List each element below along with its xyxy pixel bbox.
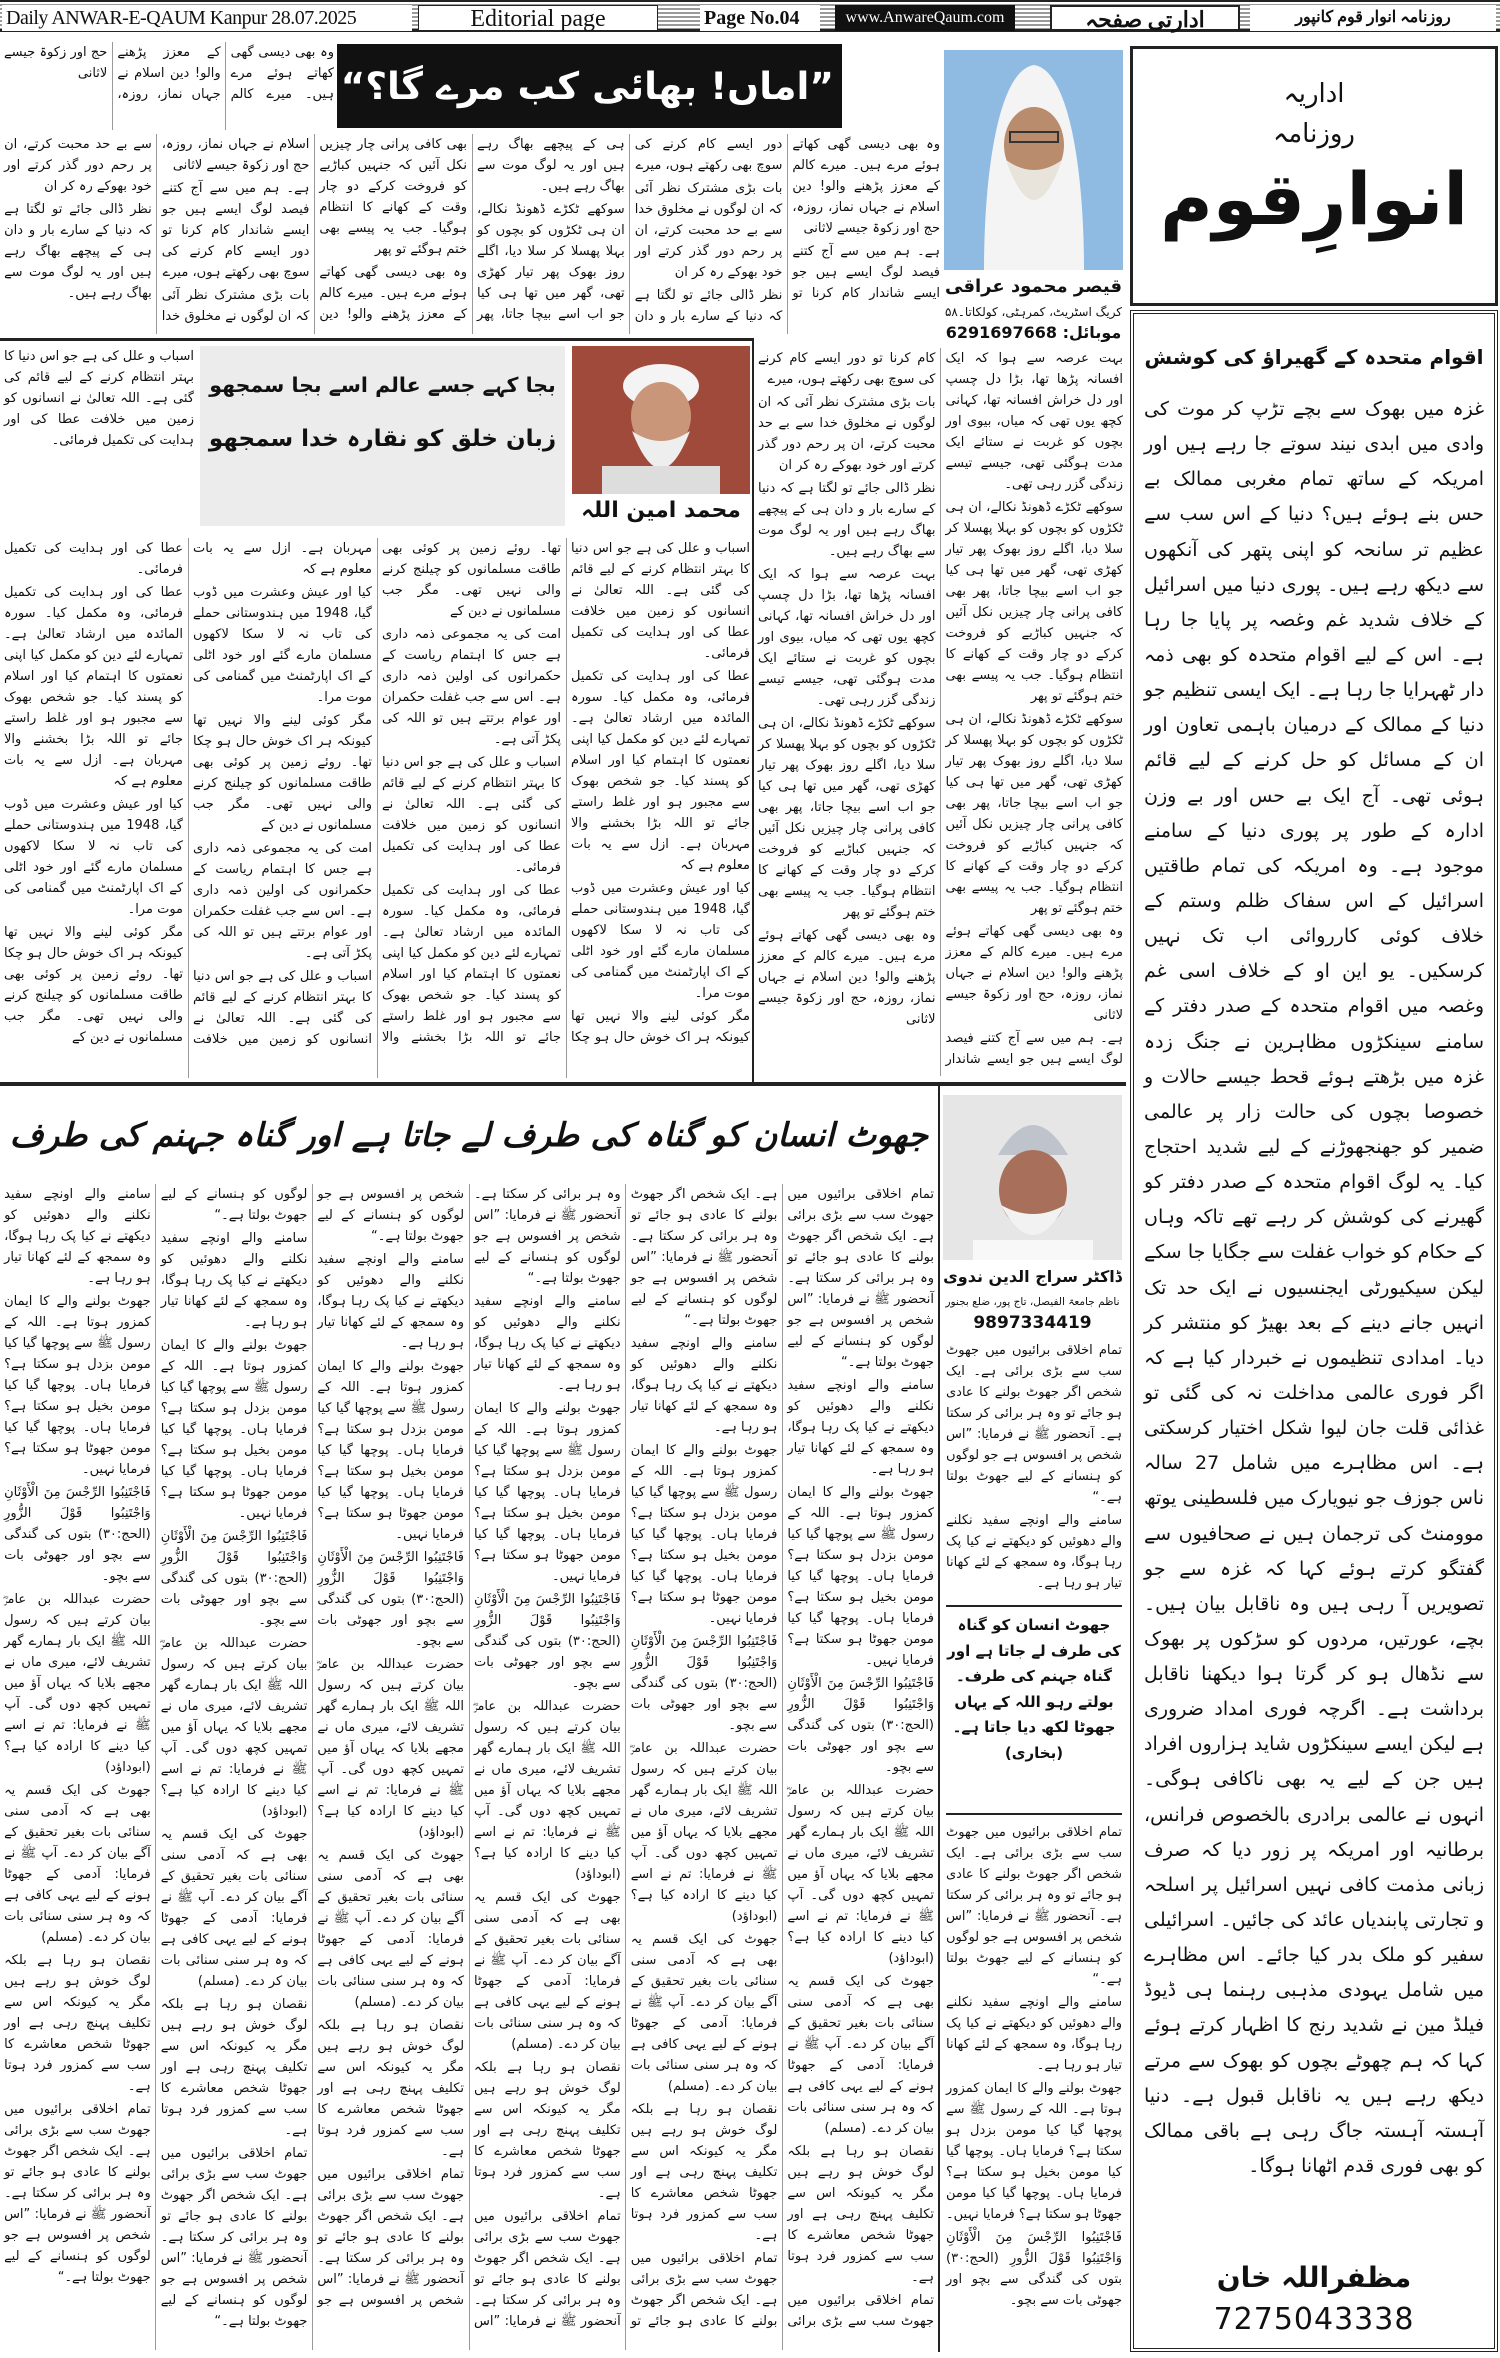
paragraph: ہے۔ ہم میں سے آج کتنے فیصد لوگ ایسے ہیں جو ایسے شاندار کام کرنا تو دور ایسے کام کرنے کی سوچ بھی رکھتے ہوں، میرے: [161, 181, 310, 280]
paragraph: کیا اور عیش وعشرت میں ڈوب گیا، 1948 میں ہندوستانی حملے کی تاب نہ لا سکا لاکھوں مسلمان مارے گئے اور خود اٹلی کے اک اپارٹمنٹ میں گمنامی کی موت مرا۔: [571, 881, 750, 1001]
paragraph: جھوٹ کی ایک قسم یہ بھی ہے کہ آدمی سنی سنائی بات بغیر تحقیق کے آگے بیان کر دے۔ آپ ﷺ نے فرمایا: آدمی کے جھوٹا ہونے کے لیے یہی کافی ہے کہ وہ ہر سنی سنائی بات بیان کر دے۔ (مسلم): [630, 1932, 778, 2094]
article2-body: [4, 538, 750, 1078]
website-link[interactable]: www.AnwareQaum.com: [835, 5, 1015, 31]
paragraph: تمام اخلاقی برائیوں میں جھوٹ سب سے بڑی برائی ہے۔ ایک شخص اگر جھوٹ بولنے کا عادی ہو جائے تو وہ ہر برائی کر سکتا ہے۔ آنحضور ﷺ نے فرمایا: ”اس شخص پر افسوس ہے جو لوگوں کو ہنسانے کے لیے جھوٹ بولتا ہے۔“: [474, 1187, 778, 2329]
paragraph: وہ بھی دیسی گھی کھاتے ہوئے مرے ہیں۔ میرے کالم کے معزز پڑھنے والو! دین اسلام نے جہاں نماز، روزہ، حج اور زکوۃ جیسے لاثانی: [758, 928, 936, 1027]
paragraph: اسباب و علل کی ہے جو اس دنیا کا بہتر انتظام کرنے کے لیے قائم کی گئی ہے۔ اللہ تعالیٰ نے انسانوں کو زمین میں خلافت عطا کی اور ہدایت کی تکمیل فرمائی۔: [4, 541, 372, 1047]
paragraph: نظر ڈالی جائے تو لگتا ہے کہ دنیا کے سارے بار و دان ہی کے پیچھے بھاگ رہے ہیں اور یہ لوگ موت سے بھاگ رہے ہیں۔: [758, 481, 936, 559]
paragraph: جھوٹ بولنے والے کا ایمان کمزور ہوتا ہے۔ اللہ کے رسول ﷺ سے پوچھا گیا کیا مومن بزدل ہو سکتا ہے؟ فرمایا ہاں۔ پوچھا گیا کیا مومن بخیل ہو سکتا ہے؟ فرمایا ہاں۔ پوچھا گیا کیا مومن جھوٹا ہو سکتا ہے؟ فرمایا نہیں۔: [4, 1294, 151, 1477]
author-phone: 9897334419: [973, 1313, 1092, 1333]
paragraph: ہے۔ ہم میں سے آج کتنے فیصد لوگ ایسے ہیں جو ایسے شاندار کام کرنا تو دور ایسے کام کرنے کی سوچ بھی رکھتے ہوں، میرے: [634, 137, 940, 301]
author-name: ڈاکٹر سراج الدین ندوی: [943, 1267, 1122, 1286]
paragraph: بہت عرصہ سے ہوا کہ ایک افسانہ پڑھا تھا، بڑا دل چسپ اور دل خراش افسانہ تھا، کہانی کچھ یوں تھی کہ میاں، بیوی اور بچوں کو غربت نے ستائے ایک مدت ہوگئی تھی، جیسے تیسے زندگی گزر رہی تھی۔: [945, 351, 1123, 492]
paragraph: تمام اخلاقی برائیوں میں جھوٹ سب سے بڑی برائی ہے۔ ایک شخص اگر جھوٹ بولنے کا عادی ہو جائے تو وہ ہر برائی کر سکتا ہے۔ آنحضور ﷺ نے فرمایا: ”اس شخص پر افسوس ہے جو لوگوں کو ہنسانے کے لیے جھوٹ بولتا ہے۔“: [630, 1187, 934, 2329]
paragraph: بات بڑی مشترک نظر آئی کہ ان لوگوں نے مخلوق خدا سے بے حد محبت کرتے، ان پر رحم دور گذر کرتے اور خود بھوکے رہ کر ان: [4, 137, 310, 324]
paragraph: فَاجْتَنِبُوا الرِّجْسَ مِنَ الْأَوْثَانِ وَاجْتَنِبُوا قَوْلَ الزُّورِ (الحج:۳۰) بتوں کی گندگی سے بچو اور جھوٹی بات سے بچو۔: [4, 1485, 151, 1584]
paragraph: وہ بھی دیسی گھی کھاتے ہوئے مرے ہیں۔ میرے کالم کے معزز پڑھنے والو! دین اسلام نے جہاں نماز، روزہ، حج اور زکوۃ جیسے لاثانی: [161, 137, 468, 322]
author-address: کریگ اسٹریٹ، کمرہٹی، کولکاتا۔۵۸: [944, 305, 1123, 319]
masthead-small: روزنامہ انوار قوم کانپور: [1250, 5, 1496, 31]
article1-headline: ”اماں! بھائی کب مرے گا؟“: [337, 44, 842, 128]
paragraph: سوکھے ٹکڑے ڈھونڈ نکالے، ان ہی ٹکڑوں کو بچوں کو بہلا پھسلا کر سلا دیا، اگلے روز بھوک پھر تیار کھڑی تھی، گھر میں تھا ہی کیا جو اب اسے بیچا جاتا، پھر بھی کافی پرانی چار چیزیں نکل آئیں کہ جنہیں کباڑیے کو فروخت کرکے دو چار وقت کے کھانے کا انتظام ہوگیا۔ جب یہ پیسے بھی ختم ہوگئے تو پھر: [319, 137, 625, 322]
paragraph: تمام اخلاقی برائیوں میں جھوٹ سب سے بڑی برائی ہے۔ ایک شخص اگر جھوٹ بولنے کا عادی ہو جائے تو وہ ہر برائی کر سکتا ہے۔ آنحضور ﷺ نے فرمایا: ”اس شخص پر افسوس ہے جو لوگوں کو ہنسانے کے لیے جھوٹ بولتا ہے۔“: [160, 2146, 308, 2329]
paragraph: سوکھے ٹکڑے ڈھونڈ نکالے، ان ہی ٹکڑوں کو بچوں کو بہلا پھسلا کر سلا دیا، اگلے روز بھوک پھر تیار کھڑی تھی، گھر میں تھا ہی کیا جو اب اسے بیچا جاتا، پھر بھی کافی پرانی چار چیزیں نکل آئیں کہ جنہیں کباڑیے کو فروخت کرکے دو چار وقت کے کھانے کا انتظام ہوگیا۔ جب یہ پیسے بھی ختم ہوگئے تو پھر: [758, 716, 936, 920]
divider: [752, 338, 754, 1083]
article3-body-side: [946, 1340, 1122, 1600]
headline-line-1: بجا کہے جسے عالم اسے بجا سمجھو: [209, 373, 556, 397]
paragraph: مگر کوئی لینے والا نہیں تھا کیونکہ ہر اک خوش حال ہو چکا تھا۔ روئے زمین پر کوئی بھی طاقت مسلمانوں کو چیلنج کرنے والی نہیں تھی۔ مگر جب مسلمانوں نے دین کے: [382, 541, 750, 1045]
paragraph: وہ بھی دیسی گھی کھاتے ہوئے مرے ہیں۔ میرے کالم کے معزز پڑھنے والو! دین اسلام نے جہاں نماز، روزہ، حج اور زکوۃ جیسے لاثانی: [4, 45, 334, 102]
paragraph: امت کی یہ مجموعی ذمہ داری ہے جس کا اہتمام ریاست کے حکمرانوں کی اولین ذمہ داری ہے۔ اس سے جب غفلت حکمران اور عوام برتتے ہیں تو اللہ کی پکڑ آتی ہے۔: [193, 841, 372, 961]
editorial-signature: مظفراللہ خان: [1216, 2261, 1412, 2294]
section-label-en: Editorial page: [418, 5, 658, 31]
article2-byline: [572, 496, 750, 526]
article1-body-continued: [758, 348, 1123, 1076]
paragraph: جھوٹ بولنے والے کا ایمان کمزور ہوتا ہے۔ اللہ کے رسول ﷺ سے پوچھا گیا کیا مومن بزدل ہو سکتا ہے؟ فرمایا ہاں۔ پوچھا گیا کیا مومن بخیل ہو سکتا ہے؟ فرمایا ہاں۔ پوچھا گیا کیا مومن جھوٹا ہو سکتا ہے؟ فرمایا نہیں۔: [474, 1401, 621, 1584]
divider: [0, 1082, 1126, 1086]
paragraph: جھوٹ بولنے والے کا ایمان کمزور ہوتا ہے۔ اللہ کے رسول ﷺ سے پوچھا گیا کیا مومن بزدل ہو سکتا ہے؟ فرمایا ہاں۔ پوچھا گیا کیا مومن بخیل ہو سکتا ہے؟ فرمایا ہاں۔ پوچھا گیا کیا مومن جھوٹا ہو سکتا ہے؟ فرمایا نہیں۔: [787, 1485, 934, 1668]
paragraph: تمام اخلاقی برائیوں میں جھوٹ سب سے بڑی برائی ہے۔ ایک شخص اگر جھوٹ بولنے کا عادی ہو جائے تو وہ ہر برائی کر سکتا ہے۔ آنحضور ﷺ نے فرمایا: ”اس شخص پر افسوس ہے جو لوگوں کو ہنسانے کے لیے جھوٹ بولتا ہے۔“: [787, 1187, 934, 1370]
paragraph: جھوٹ بولنے والے کا ایمان کمزور ہوتا ہے۔ اللہ کے رسول ﷺ سے پوچھا گیا کیا مومن بزدل ہو سکتا ہے؟ فرمایا ہاں۔ پوچھا گیا کیا مومن بخیل ہو سکتا ہے؟ فرمایا ہاں۔ پوچھا گیا کیا مومن جھوٹا ہو سکتا ہے؟ فرمایا نہیں۔: [630, 1443, 778, 1626]
paragraph: نقصان ہو رہا ہے بلکہ لوگ خوش ہو رہے ہیں مگر یہ کیونکہ اس سے تکلیف پہنچ رہی ہے اور جھوٹا شخص معاشرے کا سب سے کمزور فرد ہوتا ہے۔: [787, 2144, 934, 2285]
article3-headline: جھوٹ انسان کو گناہ کی طرف لے جاتا ہے اور گناہ جہنم کی طرف: [9, 1116, 929, 1154]
pull-quote: جھوٹ انسان کو گناہ کی طرف لے جاتا ہے اور گناہ جہنم کی طرف۔ بولتے رہو اللہ کے یہاں جھوٹا لکھ دیا جاتا ہے۔ (بخاری): [946, 1605, 1122, 1815]
page-header: [0, 0, 1500, 32]
paragraph: تمام اخلاقی برائیوں میں جھوٹ سب سے بڑی برائی ہے۔ ایک شخص اگر جھوٹ بولنے کا عادی ہو جائے تو وہ ہر برائی کر سکتا ہے۔ آنحضور ﷺ نے فرمایا: ”اس شخص پر افسوس ہے جو لوگوں کو ہنسانے کے لیے جھوٹ بولتا ہے۔“: [946, 1343, 1122, 1505]
paragraph: عطا کی اور ہدایت کی تکمیل فرمائی، وہ مکمل کیا۔ سورہ المائدہ میں ارشاد تعالیٰ ہے۔ تمہارے لئے دین کو مکمل کیا اپنی نعمتوں کا اہتمام کیا اور اسلام کو پسند کیا۔ جو شخص بھوک سے مجبور ہو اور غلط راستے جائے تو اللہ بڑا بخشنے والا مہربان ہے۔ ازل سے یہ بات معلوم ہے کہ: [193, 541, 561, 1045]
masthead-idaria: اداریہ: [1283, 79, 1345, 109]
paragraph: کیا اور عیش وعشرت میں ڈوب گیا، 1948 میں ہندوستانی حملے کی تاب نہ لا سکا لاکھوں مسلمان مارے گئے اور خود اٹلی کے اک اپارٹمنٹ میں گمنامی کی موت مرا۔: [4, 797, 183, 917]
author-phone: موبائل: 6291697668: [945, 323, 1122, 342]
headline-line-2: زبان خلق کو نقارہ خدا سمجھو: [208, 426, 557, 452]
editorial-body: غزہ میں بھوک سے بچے تڑپ کر موت کی وادی میں ابدی نیند سوتے جا رہے ہیں اور امریکہ کے ساتھ تمام مغربی ممالک بے حس بنے ہوئے ہیں؟ دنیا کے اس سب سے عظیم تر سانحہ کو اپنی پتھر کی آنکھوں سے دیکھ رہے ہیں۔ پوری دنیا میں اسرائیل کے خلاف شدید غم وغصہ پر پایا جا رہا ہے۔ اس کے لیے اقوام متحدہ کو بھی ذمہ دار ٹھہرایا جا رہا ہے۔ ایک ایسی تنظیم جو دنیا کے ممالک کے درمیان باہمی تعاون اور ان کے مسائل کو حل کرنے کے لیے قائم ہوئی تھی۔ آج ایک بے حس اور بے وزن ادارہ کے طور پر پوری دنیا کے سامنے موجود ہے۔ وہ امریکہ کی تمام طاقتیں اسرائیل کے اس سفاک ظلم وستم کے خلاف کوئی کارروائی اب تک نہیں کرسکیں۔ یو این او کے خلاف اسی غم وغصہ میں اقوام متحدہ کے صدر دفتر کے سامنے سینکڑوں مظاہرین نے جنگ زدہ غزہ میں بڑھتے ہوئے قحط جیسے حالات و خصوصا بچوں کی حالت زار پر عالمی ضمیر کو جھنجھوڑنے کے لیے شدید احتجاج کیا۔ یہ لوگ اقوام متحدہ کے صدر دفتر کو گھیرنے کی کوشش کر رہے تھے تاکہ وہاں کے حکام کو خواب غفلت سے جگایا جا سکے لیکن سیکیورٹی ایجنسیوں نے ایک حد تک انہیں جانے دینے کے بعد بھیڑ کو منتشر کر دیا۔ امدادی تنظیموں نے خبردار کیا ہے کہ اگر فوری عالمی مداخلت نہ کی گئی تو غذائی قلت جان لیوا شکل اختیار کرسکتی ہے۔ اس مظاہرے میں شامل 27 سالہ ناس جوزف جو نیویارک میں فلسطینی یوتھ موومنٹ کی ترجمان ہیں نے صحافیوں سے گفتگو کرتے ہوئے کہا کہ غزہ سے جو تصویریں آ رہی ہیں وہ ناقابل بیان ہیں۔ بچے، عورتیں، مردوں کو سڑکوں پر بھوک سے نڈھال ہو کر گرتا ہوا دیکھنا ناقابل برداشت ہے۔ اگرچہ فوری امداد ضروری ہے لیکن ایسے سینکڑوں شاید ہزاروں افراد ہیں جن کے لیے یہ بھی ناکافی ہوگی۔ انہوں نے عالمی برادری بالخصوص فرانس، برطانیہ اور امریکہ پر زور دیا کہ صرف زبانی مذمت کافی نہیں اسرائیل پر اسلحہ و تجارتی پابندیاں عائد کی جائیں۔ اسرائیلی سفیر کو ملک بدر کیا جائے۔ اس مظاہرے میں شامل یہودی مذہبی رہنما ہی ڈیوڈ فیلڈ مین نے شدید رنج کا اظہار کرتے ہوئے کہا کہ ہم چھوٹے بچوں کو بھوک سے مرتے دیکھ رہے ہیں یہ ناقابل قبول ہے۔ دنیا آہستہ آہستہ جاگ رہی ہے باقی ممالک کو بھی فوری قدم اٹھانا ہوگا۔: [1144, 398, 1484, 2178]
article2-headline: [200, 346, 565, 526]
newspaper-dateline: Daily ANWAR-E-QAUM Kanpur 28.07.2025: [2, 5, 412, 31]
paragraph: عطا کی اور ہدایت کی تکمیل فرمائی، وہ مکمل کیا۔ سورہ المائدہ میں ارشاد تعالیٰ ہے۔ تمہارے لئے دین کو مکمل کیا اپنی نعمتوں کا اہتمام کیا اور اسلام کو پسند کیا۔ جو شخص بھوک سے مجبور ہو اور غلط راستے جائے تو اللہ بڑا بخشنے والا مہربان ہے۔ ازل سے یہ بات معلوم ہے کہ: [4, 585, 183, 789]
paragraph: بات بڑی مشترک نظر آئی کہ ان لوگوں نے مخلوق خدا سے بے حد محبت کرتے، ان پر رحم دور گذر کرتے اور خود بھوکے رہ کر ان: [634, 181, 783, 280]
paragraph: سامنے والے اونچے سفید نکلنے والے دھوئیں کو دیکھتے نے کیا پک رہا ہوگا، وہ سمجھ کے لئے کھانا تیار ہو رہا ہے۔: [160, 1231, 308, 1330]
paragraph: سامنے والے اونچے سفید نکلنے والے دھوئیں کو دیکھتے نے کیا پک رہا ہوگا، وہ سمجھ کے لئے کھانا تیار ہو رہا ہے۔: [946, 1513, 1122, 1591]
author-name: قیصر محمود عراقی: [945, 276, 1122, 297]
paragraph: مگر کوئی لینے والا نہیں تھا کیونکہ ہر اک خوش حال ہو چکا تھا۔ روئے زمین پر کوئی بھی طاقت مسلمانوں کو چیلنج کرنے والی نہیں تھی۔ مگر جب مسلمانوں نے دین کے: [193, 713, 372, 833]
masthead-roznama: روزنامہ: [1273, 119, 1355, 149]
paragraph: جھوٹ بولنے والے کا ایمان کمزور ہوتا ہے۔ اللہ کے رسول ﷺ سے پوچھا گیا کیا مومن بزدل ہو سکتا ہے؟ فرمایا ہاں۔ پوچھا گیا کیا مومن بخیل ہو سکتا ہے؟ فرمایا ہاں۔ پوچھا گیا کیا مومن جھوٹا ہو سکتا ہے؟ فرمایا نہیں۔: [946, 2081, 1122, 2222]
masthead-box: [1130, 46, 1498, 306]
paragraph: جھوٹ کی ایک قسم یہ بھی ہے کہ آدمی سنی سنائی بات بغیر تحقیق کے آگے بیان کر دے۔ آپ ﷺ نے فرمایا: آدمی کے جھوٹا ہونے کے لیے یہی کافی ہے کہ وہ ہر سنی سنائی بات بیان کر دے۔ (مسلم): [787, 1974, 934, 2136]
paragraph: نقصان ہو رہا ہے بلکہ لوگ خوش ہو رہے ہیں مگر یہ کیونکہ اس سے تکلیف پہنچ رہی ہے اور جھوٹا شخص معاشرے کا سب سے کمزور فرد ہوتا ہے۔: [160, 1997, 308, 2138]
paragraph: سوکھے ٹکڑے ڈھونڈ نکالے، ان ہی ٹکڑوں کو بچوں کو بہلا پھسلا کر سلا دیا، اگلے روز بھوک پھر تیار کھڑی تھی، گھر میں تھا ہی کیا جو اب اسے بیچا جاتا، پھر بھی کافی پرانی چار چیزیں نکل آئیں کہ جنہیں کباڑیے کو فروخت کرکے دو چار وقت کے کھانے کا انتظام ہوگیا۔ جب یہ پیسے بھی ختم ہوگئے تو پھر: [945, 712, 1123, 916]
paragraph: مگر کوئی لینے والا نہیں تھا کیونکہ ہر اک خوش حال ہو چکا تھا۔ روئے زمین پر کوئی بھی طاقت مسلمانوں کو چیلنج کرنے والی نہیں تھی۔ مگر جب مسلمانوں نے دین کے: [4, 925, 183, 1045]
paragraph: نقصان ہو رہا ہے بلکہ لوگ خوش ہو رہے ہیں مگر یہ کیونکہ اس سے تکلیف پہنچ رہی ہے اور جھوٹا شخص معاشرے کا سب سے کمزور فرد ہوتا ہے۔: [474, 2060, 621, 2201]
masthead-title: انوارِقوم: [1159, 157, 1469, 241]
paragraph: بات بڑی مشترک نظر آئی کہ ان لوگوں نے مخلوق خدا سے بے حد محبت کرتے، ان پر رحم دور گذر کرتے اور خود بھوکے رہ کر ان: [758, 395, 936, 473]
paragraph: سامنے والے اونچے سفید نکلنے والے دھوئیں کو دیکھتے نے کیا پک رہا ہوگا، وہ سمجھ کے لئے کھانا تیار ہو رہا ہے۔: [946, 1995, 1122, 2073]
paragraph: بہت عرصہ سے ہوا کہ ایک افسانہ پڑھا تھا، بڑا دل چسپ اور دل خراش افسانہ تھا، کہانی کچھ یوں تھی کہ میاں، بیوی اور بچوں کو غربت نے ستائے ایک مدت ہوگئی تھی، جیسے تیسے زندگی گزر رہی تھی۔: [758, 567, 936, 708]
paragraph: امت کی یہ مجموعی ذمہ داری ہے جس کا اہتمام ریاست کے حکمرانوں کی اولین ذمہ داری ہے۔ اس سے جب غفلت حکمران اور عوام برتتے ہیں تو اللہ کی پکڑ آتی ہے۔: [382, 627, 561, 747]
paragraph: فَاجْتَنِبُوا الرِّجْسَ مِنَ الْأَوْثَانِ وَاجْتَنِبُوا قَوْلَ الزُّورِ (الحج:۳۰) بتوں کی گندگی سے بچو اور جھوٹی بات سے بچو۔: [474, 1592, 621, 1691]
editorial-box: [1130, 310, 1498, 2352]
paragraph: کیا اور عیش وعشرت میں ڈوب گیا، 1948 میں ہندوستانی حملے کی تاب نہ لا سکا لاکھوں مسلمان مارے گئے اور خود اٹلی کے اک اپارٹمنٹ میں گمنامی کی موت مرا۔: [193, 585, 372, 705]
paragraph: فَاجْتَنِبُوا الرِّجْسَ مِنَ الْأَوْثَانِ وَاجْتَنِبُوا قَوْلَ الزُّورِ (الحج:۳۰) بتوں کی گندگی سے بچو اور جھوٹی بات سے بچو۔: [946, 2230, 1122, 2308]
divider: [0, 338, 752, 341]
paragraph: اسباب و علل کی ہے جو اس دنیا کا بہتر انتظام کرنے کے لیے قائم کی گئی ہے۔ اللہ تعالیٰ نے انسانوں کو زمین میں خلافت عطا کی اور ہدایت کی تکمیل فرمائی۔: [4, 349, 194, 448]
article2-body-side: [4, 346, 194, 532]
paragraph: سامنے والے اونچے سفید نکلنے والے دھوئیں کو دیکھتے نے کیا پک رہا ہوگا، وہ سمجھ کے لئے کھانا تیار ہو رہا ہے۔: [474, 1294, 621, 1393]
section-label-ur: ادارتی صفحہ: [1050, 5, 1240, 31]
paragraph: حضرت عبداللہ بن عامرؓ بیان کرتے ہیں کہ رسول اللہ ﷺ ایک بار ہمارے گھر تشریف لائے، میری ماں نے مجھے بلایا کہ یہاں آؤ میں تمہیں کچھ دوں گی۔ آپ ﷺ نے فرمایا: تم نے اسے کیا دینے کا ارادہ کیا ہے؟ (ابوداؤد): [787, 1783, 934, 1966]
author-photo-amin: [572, 346, 750, 494]
author-address: ناظم جامعۃ الفیصل، تاج پور، ضلع بجنور: [945, 1296, 1120, 1308]
paragraph: جھوٹ کی ایک قسم یہ بھی ہے کہ آدمی سنی سنائی بات بغیر تحقیق کے آگے بیان کر دے۔ آپ ﷺ نے فرمایا: آدمی کے جھوٹا ہونے کے لیے یہی کافی ہے کہ وہ ہر سنی سنائی بات بیان کر دے۔ (مسلم): [317, 1848, 465, 2010]
paragraph: ہے۔ ہم میں سے آج کتنے فیصد لوگ ایسے ہیں جو ایسے شاندار کام کرنا تو دور ایسے کام کرنے کی سوچ بھی رکھتے ہوں، میرے: [758, 351, 1123, 1067]
paragraph: اسباب و علل کی ہے جو اس دنیا کا بہتر انتظام کرنے کے لیے قائم کی گئی ہے۔ اللہ تعالیٰ نے انسانوں کو زمین میں خلافت عطا کی اور ہدایت کی تکمیل فرمائی۔: [382, 755, 561, 875]
paragraph: حضرت عبداللہ بن عامرؓ بیان کرتے ہیں کہ رسول اللہ ﷺ ایک بار ہمارے گھر تشریف لائے، میری ماں نے مجھے بلایا کہ یہاں آؤ میں تمہیں کچھ دوں گی۔ آپ ﷺ نے فرمایا: تم نے اسے کیا دینے کا ارادہ کیا ہے؟ (ابوداؤد): [474, 1699, 621, 1882]
paragraph: وہ بھی دیسی گھی کھاتے ہوئے مرے ہیں۔ میرے کالم کے معزز پڑھنے والو! دین اسلام نے جہاں نماز، روزہ، حج اور زکوۃ جیسے لاثانی: [792, 137, 940, 236]
paragraph: اسباب و علل کی ہے جو اس دنیا کا بہتر انتظام کرنے کے لیے قائم کی گئی ہے۔ اللہ تعالیٰ نے انسانوں کو زمین میں خلافت عطا کی اور ہدایت کی تکمیل فرمائی۔: [571, 541, 750, 661]
paragraph: نقصان ہو رہا ہے بلکہ لوگ خوش ہو رہے ہیں مگر یہ کیونکہ اس سے تکلیف پہنچ رہی ہے اور جھوٹا شخص معاشرے کا سب سے کمزور فرد ہوتا ہے۔: [317, 2018, 465, 2159]
paragraph: عطا کی اور ہدایت کی تکمیل فرمائی، وہ مکمل کیا۔ سورہ المائدہ میں ارشاد تعالیٰ ہے۔ تمہارے لئے دین کو مکمل کیا اپنی نعمتوں کا اہتمام کیا اور اسلام کو پسند کیا۔ جو شخص بھوک سے مجبور ہو اور غلط راستے جائے تو اللہ بڑا بخشنے والا مہربان ہے۔ ازل سے یہ بات معلوم ہے کہ: [571, 669, 750, 873]
paragraph: حضرت عبداللہ بن عامرؓ بیان کرتے ہیں کہ رسول اللہ ﷺ ایک بار ہمارے گھر تشریف لائے، میری ماں نے مجھے بلایا کہ یہاں آؤ میں تمہیں کچھ دوں گی۔ آپ ﷺ نے فرمایا: تم نے اسے کیا دینے کا ارادہ کیا ہے؟ (ابوداؤد): [4, 1592, 151, 1775]
paragraph: جھوٹ بولنے والے کا ایمان کمزور ہوتا ہے۔ اللہ کے رسول ﷺ سے پوچھا گیا کیا مومن بزدل ہو سکتا ہے؟ فرمایا ہاں۔ پوچھا گیا کیا مومن بخیل ہو سکتا ہے؟ فرمایا ہاں۔ پوچھا گیا کیا مومن جھوٹا ہو سکتا ہے؟ فرمایا نہیں۔: [160, 1338, 308, 1521]
article3-body-side-2: [946, 1822, 1122, 2350]
paragraph: سامنے والے اونچے سفید نکلنے والے دھوئیں کو دیکھتے نے کیا پک رہا ہوگا، وہ سمجھ کے لئے کھانا تیار ہو رہا ہے۔: [317, 1252, 465, 1351]
page-number: Page No.04: [700, 5, 820, 31]
paragraph: نظر ڈالی جائے تو لگتا ہے کہ دنیا کے سارے بار و دان ہی کے پیچھے بھاگ رہے ہیں اور یہ لوگ موت سے بھاگ رہے ہیں۔: [4, 202, 152, 301]
paragraph: فَاجْتَنِبُوا الرِّجْسَ مِنَ الْأَوْثَانِ وَاجْتَنِبُوا قَوْلَ الزُّورِ (الحج:۳۰) بتوں کی گندگی سے بچو اور جھوٹی بات سے بچو۔: [317, 1550, 465, 1649]
paragraph: سامنے والے اونچے سفید نکلنے والے دھوئیں کو دیکھتے نے کیا پک رہا ہوگا، وہ سمجھ کے لئے کھانا تیار ہو رہا ہے۔: [4, 1187, 151, 1286]
paragraph: جھوٹ کی ایک قسم یہ بھی ہے کہ آدمی سنی سنائی بات بغیر تحقیق کے آگے بیان کر دے۔ آپ ﷺ نے فرمایا: آدمی کے جھوٹا ہونے کے لیے یہی کافی ہے کہ وہ ہر سنی سنائی بات بیان کر دے۔ (مسلم): [4, 1783, 151, 1945]
paragraph: جھوٹ بولنے والے کا ایمان کمزور ہوتا ہے۔ اللہ کے رسول ﷺ سے پوچھا گیا کیا مومن بزدل ہو سکتا ہے؟ فرمایا ہاں۔ پوچھا گیا کیا مومن بخیل ہو سکتا ہے؟ فرمایا ہاں۔ پوچھا گیا کیا مومن جھوٹا ہو سکتا ہے؟ فرمایا نہیں۔: [317, 1359, 465, 1542]
article3-body: [4, 1184, 934, 2350]
paragraph: تمام اخلاقی برائیوں میں جھوٹ سب سے بڑی برائی ہے۔ ایک شخص اگر جھوٹ بولنے کا عادی ہو جائے تو وہ ہر برائی کر سکتا ہے۔ آنحضور ﷺ نے فرمایا: ”اس شخص پر افسوس ہے جو لوگوں کو ہنسانے کے لیے جھوٹ بولتا ہے۔“: [160, 1187, 465, 2308]
author-photo-siraj: [943, 1095, 1122, 1260]
article1-byline: [944, 272, 1123, 344]
paragraph: فَاجْتَنِبُوا الرِّجْسَ مِنَ الْأَوْثَانِ وَاجْتَنِبُوا قَوْلَ الزُّورِ (الحج:۳۰) بتوں کی گندگی سے بچو اور جھوٹی بات سے بچو۔: [160, 1529, 308, 1628]
author-photo-qaisar: [944, 50, 1123, 270]
paragraph: حضرت عبداللہ بن عامرؓ بیان کرتے ہیں کہ رسول اللہ ﷺ ایک بار ہمارے گھر تشریف لائے، میری ماں نے مجھے بلایا کہ یہاں آؤ میں تمہیں کچھ دوں گی۔ آپ ﷺ نے فرمایا: تم نے اسے کیا دینے کا ارادہ کیا ہے؟ (ابوداؤد): [630, 1741, 778, 1924]
paragraph: تمام اخلاقی برائیوں میں جھوٹ سب سے بڑی برائی ہے۔ ایک شخص اگر جھوٹ بولنے کا عادی ہو جائے تو وہ ہر برائی کر سکتا ہے۔ آنحضور ﷺ نے فرمایا: ”اس شخص پر افسوس ہے جو لوگوں کو ہنسانے کے لیے جھوٹ بولتا ہے۔“: [946, 1825, 1122, 1987]
paragraph: سامنے والے اونچے سفید نکلنے والے دھوئیں کو دیکھتے نے کیا پک رہا ہوگا، وہ سمجھ کے لئے کھانا تیار ہو رہا ہے۔: [630, 1336, 778, 1435]
paragraph: وہ بھی دیسی گھی کھاتے ہوئے مرے ہیں۔ میرے کالم کے معزز پڑھنے والو! دین اسلام نے جہاں نماز، روزہ، حج اور زکوۃ جیسے لاثانی: [945, 924, 1123, 1023]
paragraph: جھوٹ کی ایک قسم یہ بھی ہے کہ آدمی سنی سنائی بات بغیر تحقیق کے آگے بیان کر دے۔ آپ ﷺ نے فرمایا: آدمی کے جھوٹا ہونے کے لیے یہی کافی ہے کہ وہ ہر سنی سنائی بات بیان کر دے۔ (مسلم): [474, 1890, 621, 2052]
paragraph: تمام اخلاقی برائیوں میں جھوٹ سب سے بڑی برائی ہے۔ ایک شخص اگر جھوٹ بولنے کا عادی ہو جائے تو وہ ہر برائی کر سکتا ہے۔ آنحضور ﷺ نے فرمایا: ”اس شخص پر افسوس ہے جو لوگوں کو ہنسانے کے لیے جھوٹ بولتا ہے۔“: [317, 1187, 621, 2329]
editorial-title: اقوام متحدہ کے گھیراؤ کی کوشش: [1144, 345, 1484, 369]
article3-byline: [943, 1262, 1122, 1334]
divider: [938, 1086, 940, 2352]
article1-body: [4, 134, 940, 334]
paragraph: جھوٹ کی ایک قسم یہ بھی ہے کہ آدمی سنی سنائی بات بغیر تحقیق کے آگے بیان کر دے۔ آپ ﷺ نے فرمایا: آدمی کے جھوٹا ہونے کے لیے یہی کافی ہے کہ وہ ہر سنی سنائی بات بیان کر دے۔ (مسلم): [160, 1827, 308, 1989]
paragraph: نقصان ہو رہا ہے بلکہ لوگ خوش ہو رہے ہیں مگر یہ کیونکہ اس سے تکلیف پہنچ رہی ہے اور جھوٹا شخص معاشرے کا سب سے کمزور فرد ہوتا ہے۔: [4, 1953, 151, 2094]
paragraph: فَاجْتَنِبُوا الرِّجْسَ مِنَ الْأَوْثَانِ وَاجْتَنِبُوا قَوْلَ الزُّورِ (الحج:۳۰) بتوں کی گندگی سے بچو اور جھوٹی بات سے بچو۔: [787, 1676, 934, 1775]
paragraph: سوکھے ٹکڑے ڈھونڈ نکالے، ان ہی ٹکڑوں کو بچوں کو بہلا پھسلا کر سلا دیا، اگلے روز بھوک پھر تیار کھڑی تھی، گھر میں تھا ہی کیا جو اب اسے بیچا جاتا، پھر بھی کافی پرانی چار چیزیں نکل آئیں کہ جنہیں کباڑیے کو فروخت کرکے دو چار وقت کے کھانے کا انتظام ہوگیا۔ جب یہ پیسے بھی ختم ہوگئے تو پھر: [945, 500, 1123, 704]
paragraph: فَاجْتَنِبُوا الرِّجْسَ مِنَ الْأَوْثَانِ وَاجْتَنِبُوا قَوْلَ الزُّورِ (الحج:۳۰) بتوں کی گندگی سے بچو اور جھوٹی بات سے بچو۔: [630, 1634, 778, 1733]
article1-body-topleft: [4, 42, 334, 130]
paragraph: حضرت عبداللہ بن عامرؓ بیان کرتے ہیں کہ رسول اللہ ﷺ ایک بار ہمارے گھر تشریف لائے، میری ماں نے مجھے بلایا کہ یہاں آؤ میں تمہیں کچھ دوں گی۔ آپ ﷺ نے فرمایا: تم نے اسے کیا دینے کا ارادہ کیا ہے؟ (ابوداؤد): [317, 1657, 465, 1840]
editorial-phone: 7275043338: [1213, 2302, 1415, 2337]
paragraph: سامنے والے اونچے سفید نکلنے والے دھوئیں کو دیکھتے نے کیا پک رہا ہوگا، وہ سمجھ کے لئے کھانا تیار ہو رہا ہے۔: [787, 1378, 934, 1477]
paragraph: تمام اخلاقی برائیوں میں جھوٹ سب سے بڑی برائی ہے۔ ایک شخص اگر جھوٹ بولنے کا عادی ہو جائے تو وہ ہر برائی کر سکتا ہے۔ آنحضور ﷺ نے فرمایا: ”اس شخص پر افسوس ہے جو لوگوں کو ہنسانے کے لیے جھوٹ بولتا ہے۔“: [4, 2102, 151, 2285]
paragraph: نظر ڈالی جائے تو لگتا ہے کہ دنیا کے سارے بار و دان ہی کے پیچھے بھاگ رہے ہیں اور یہ لوگ موت سے بھاگ رہے ہیں۔: [477, 137, 783, 324]
paragraph: حضرت عبداللہ بن عامرؓ بیان کرتے ہیں کہ رسول اللہ ﷺ ایک بار ہمارے گھر تشریف لائے، میری ماں نے مجھے بلایا کہ یہاں آؤ میں تمہیں کچھ دوں گی۔ آپ ﷺ نے فرمایا: تم نے اسے کیا دینے کا ارادہ کیا ہے؟ (ابوداؤد): [160, 1636, 308, 1819]
author-name: محمد امین اللہ: [581, 498, 741, 523]
paragraph: نقصان ہو رہا ہے بلکہ لوگ خوش ہو رہے ہیں مگر یہ کیونکہ اس سے تکلیف پہنچ رہی ہے اور جھوٹا شخص معاشرے کا سب سے کمزور فرد ہوتا ہے۔: [630, 2102, 778, 2243]
